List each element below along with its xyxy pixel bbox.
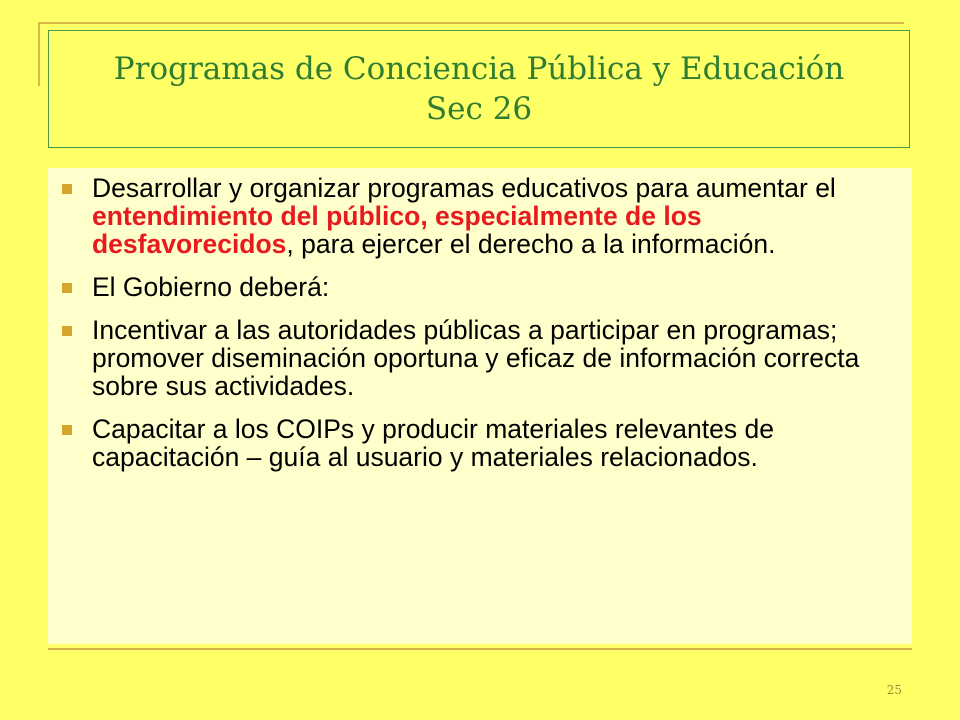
bullet-square-icon [62,184,72,194]
bullet-1-highlight: entendimiento del público, especialmente de los desfavorecidos [92,201,702,259]
decorative-top-line [38,22,904,24]
bullet-square-icon [62,326,72,336]
bullet-3-text: Incentivar a las autoridades públicas a participar en programas; promover diseminación oportuna y eficaz de información correcta sobre sus actividades. [92,315,860,401]
bullet-item-2 [60,273,892,301]
page-number: 25 [886,683,902,697]
bullet-1-text-pre: Desarrollar y organizar programas educativos para aumentar el [92,173,836,203]
bullet-1-text-post: , para ejercer el derecho a la información. [286,229,776,259]
bullet-square-icon [62,425,72,435]
bullet-square-icon [62,283,72,293]
title-box [48,30,910,148]
slide-title-line-2: Sec 26 [425,91,533,127]
bullet-item-1 [60,174,892,258]
slide-title-line-1: Programas de Conciencia Pública y Educación [113,51,845,87]
decorative-left-line [38,22,40,86]
bullet-2-text: El Gobierno deberá: [92,272,330,302]
bullet-list [60,174,892,471]
content-box [48,168,912,644]
bullet-item-3 [60,316,892,400]
decorative-bottom-line [48,648,912,650]
bullet-item-4 [60,415,892,471]
bullet-4-text: Capacitar a los COIPs y producir materiales relevantes de capacitación – guía al usuario y materiales relacionados. [92,414,774,472]
